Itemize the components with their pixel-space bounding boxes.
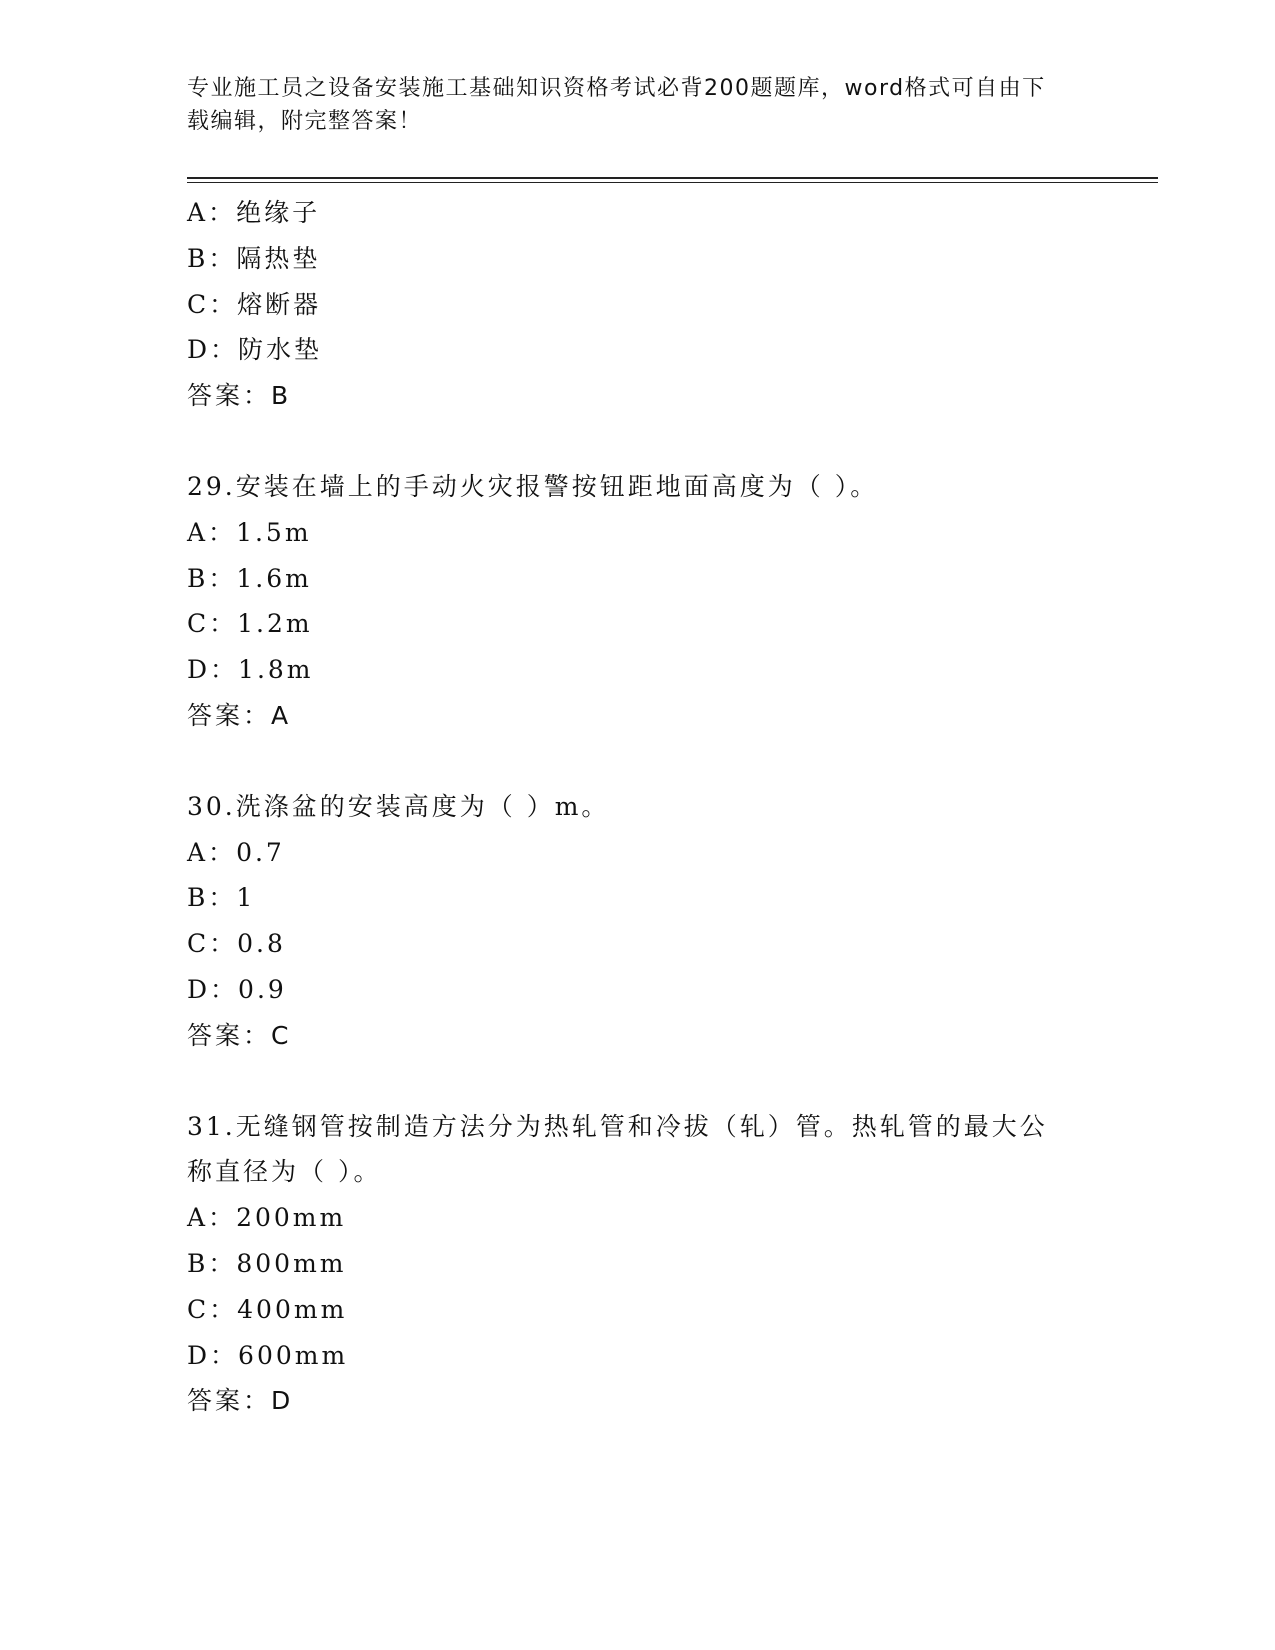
question-content <box>187 190 1117 1424</box>
option-d: D：0.9 <box>187 974 287 1004</box>
document-header: 专业施工员之设备安装施工基础知识资格考试必背200题题库，word格式可自由下载编辑，附完整答案！ <box>187 76 1046 134</box>
option-d: D：防水垫 <box>187 335 323 365</box>
option-b: B：隔热垫 <box>187 243 321 273</box>
option-b: B：1.6m <box>187 563 312 593</box>
option-a: A：绝缘子 <box>187 198 321 227</box>
option-a: A：0.7 <box>187 837 285 867</box>
question-stem-continued: 称直径为（ ）。 <box>187 1157 382 1187</box>
header-divider-thick <box>187 177 1158 179</box>
answer-line: 答案：A <box>187 700 292 730</box>
question-block-29 <box>187 464 1117 739</box>
option-c: C：1.2m <box>187 609 313 639</box>
question-stem: 29.安装在墙上的手动火灾报警按钮距地面高度为（ ）。 <box>187 471 879 501</box>
option-c: C：0.8 <box>187 929 286 959</box>
option-a: A：1.5m <box>187 517 312 547</box>
answer-line: 答案：C <box>187 1020 292 1050</box>
option-b: B：1 <box>187 883 256 913</box>
option-c: C：熔断器 <box>187 289 322 319</box>
answer-line: 答案：D <box>187 1386 294 1416</box>
option-a: A：200mm <box>187 1203 347 1233</box>
option-b: B：800mm <box>187 1248 347 1278</box>
question-block-30 <box>187 784 1117 1059</box>
answer-line: 答案：B <box>187 381 292 411</box>
header-divider-thin <box>187 182 1158 183</box>
question-stem: 30.洗涤盆的安装高度为（ ）m。 <box>187 791 610 821</box>
option-d: D：1.8m <box>187 655 314 685</box>
question-block-31 <box>187 1104 1117 1425</box>
option-c: C：400mm <box>187 1294 348 1324</box>
option-d: D：600mm <box>187 1340 349 1370</box>
prev-question-block <box>187 190 1117 419</box>
question-stem: 31.无缝钢管按制造方法分为热轧管和冷拔（轧）管。热轧管的最大公 <box>187 1111 1048 1141</box>
